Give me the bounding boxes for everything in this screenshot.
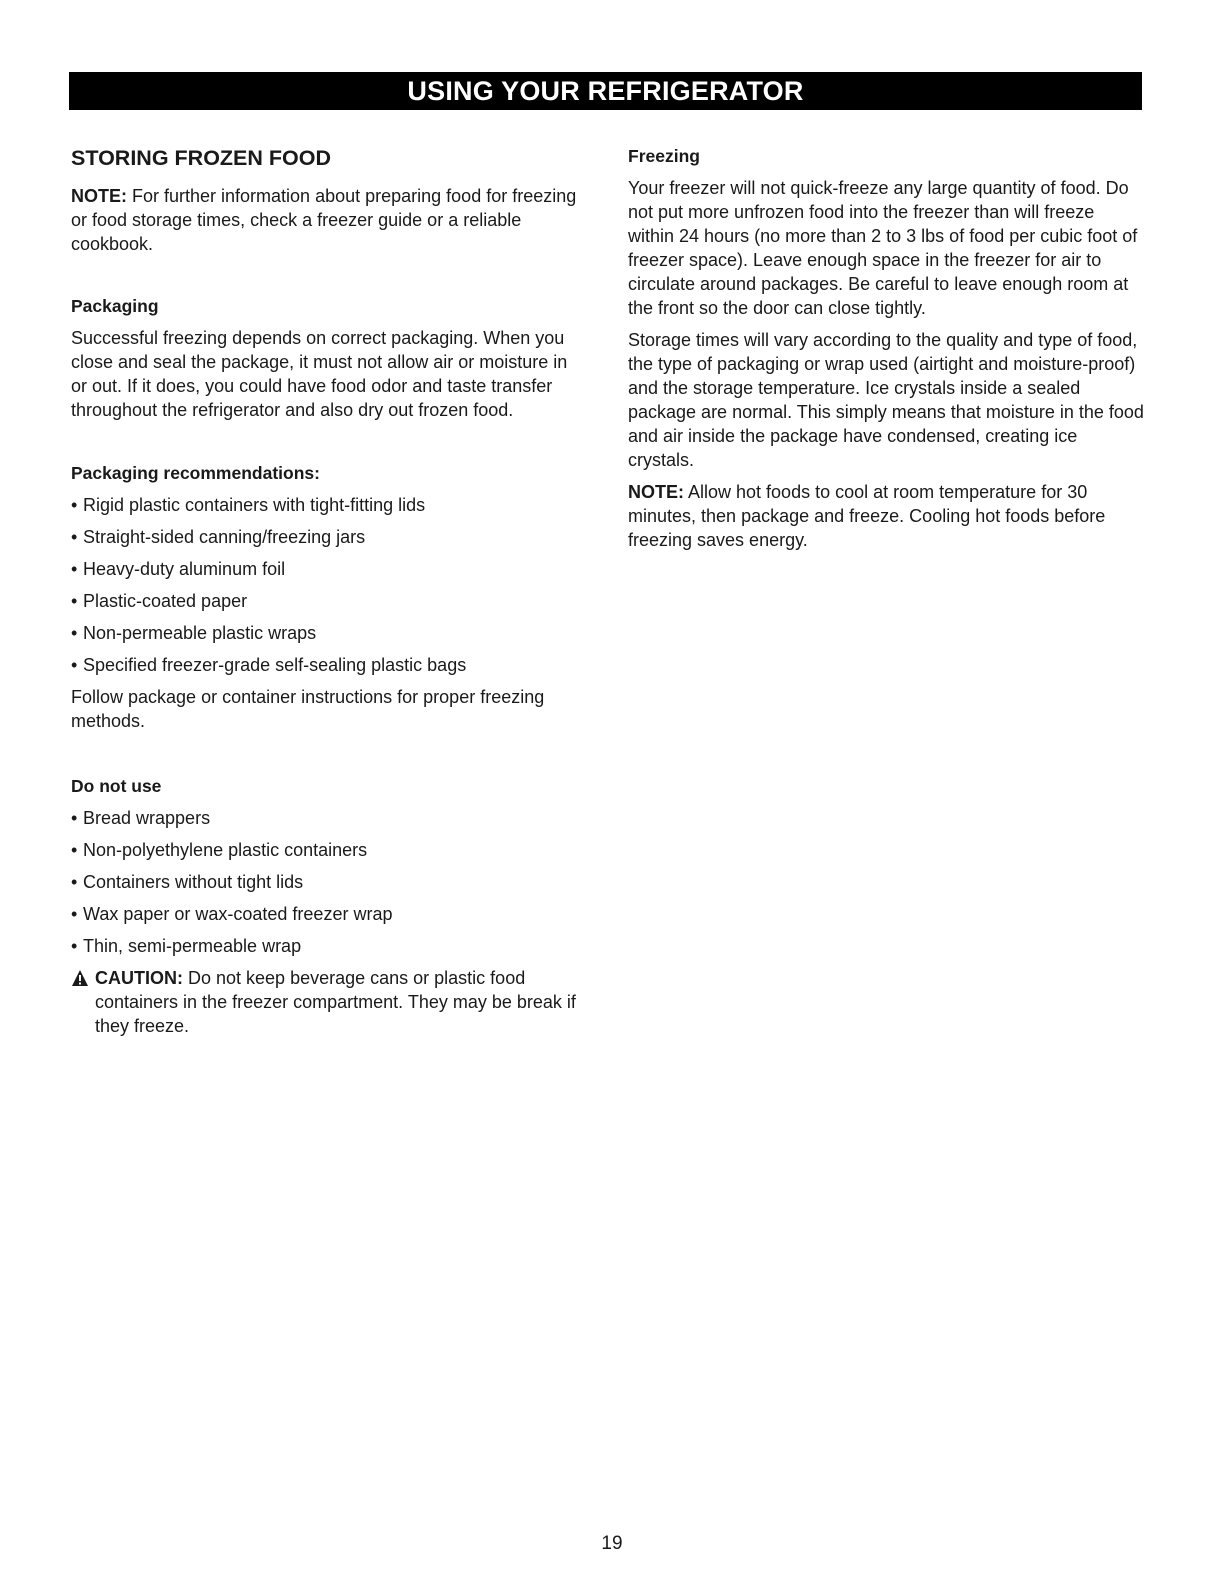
list-item: • Thin, semi-permeable wrap [71, 936, 302, 956]
list-item: • Plastic-coated paper [71, 591, 248, 611]
packaging-recommendations-list [71, 493, 581, 677]
section-title: STORING FROZEN FOOD [71, 146, 331, 170]
follow-instructions-text: Follow package or container instructions for proper freezing methods. [71, 687, 545, 731]
list-item: • Rigid plastic containers with tight-fitting lids [71, 495, 426, 515]
left-column [71, 146, 581, 1038]
do-not-use-heading: Do not use [71, 776, 162, 796]
list-item: • Specified freezer-grade self-sealing plastic bags [71, 655, 467, 675]
list-item: • Straight-sided canning/freezing jars [71, 527, 366, 547]
list-item: • Wax paper or wax-coated freezer wrap [71, 904, 393, 924]
packaging-recommendations-heading: Packaging recommendations: [71, 463, 320, 483]
packaging-text: Successful freezing depends on correct packaging. When you close and seal the package, it must not allow air or moisture in or out. If it does, you could have food odor and taste transfer throughout the refrigerator and also dry out frozen food. [71, 328, 568, 420]
caution-block [71, 966, 581, 1038]
packaging-heading: Packaging [71, 296, 159, 316]
right-column [628, 146, 1144, 552]
note-text: For further information about preparing food for freezing or food storage times, check a freezer guide or a reliable cookbook. [71, 186, 577, 254]
list-item: • Heavy-duty aluminum foil [71, 559, 286, 579]
list-item: • Non-polyethylene plastic containers [71, 840, 368, 860]
page-header-banner: USING YOUR REFRIGERATOR [69, 72, 1142, 110]
note-paragraph [71, 184, 581, 256]
list-item: • Non-permeable plastic wraps [71, 623, 317, 643]
page-number: 19 [601, 1533, 623, 1554]
note-text: Allow hot foods to cool at room temperature for 30 minutes, then package and freeze. Cooling hot foods before freezing saves energy. [628, 482, 1106, 550]
note-paragraph-right [628, 480, 1144, 552]
freezing-paragraph-2: Storage times will vary according to the quality and type of food, the type of packaging or wrap used (airtight and moisture-proof) and the storage temperature. Ice crystals inside a sealed package are normal. This simply means that moisture in the food and air inside the package have condensed, creating ice crystals. [628, 330, 1144, 470]
caution-label: CAUTION: [95, 968, 183, 988]
do-not-use-list [71, 806, 581, 958]
freezing-heading: Freezing [628, 146, 700, 166]
note-label: NOTE: [71, 186, 127, 206]
list-item: • Containers without tight lids [71, 872, 304, 892]
caution-text: Do not keep beverage cans or plastic food containers in the freezer compartment. They may be break if they freeze. [95, 968, 576, 1036]
warning-triangle-icon [71, 969, 89, 987]
list-item: • Bread wrappers [71, 808, 211, 828]
freezing-paragraph-1: Your freezer will not quick-freeze any large quantity of food. Do not put more unfrozen food into the freezer than will freeze within 24 hours (no more than 2 to 3 lbs of food per cubic foot of freezer space). Leave enough space in the freezer for air to circulate around packages. Be careful to leave enough room at the front so the door can close tightly. [628, 178, 1138, 318]
note-label: NOTE: [628, 482, 684, 502]
